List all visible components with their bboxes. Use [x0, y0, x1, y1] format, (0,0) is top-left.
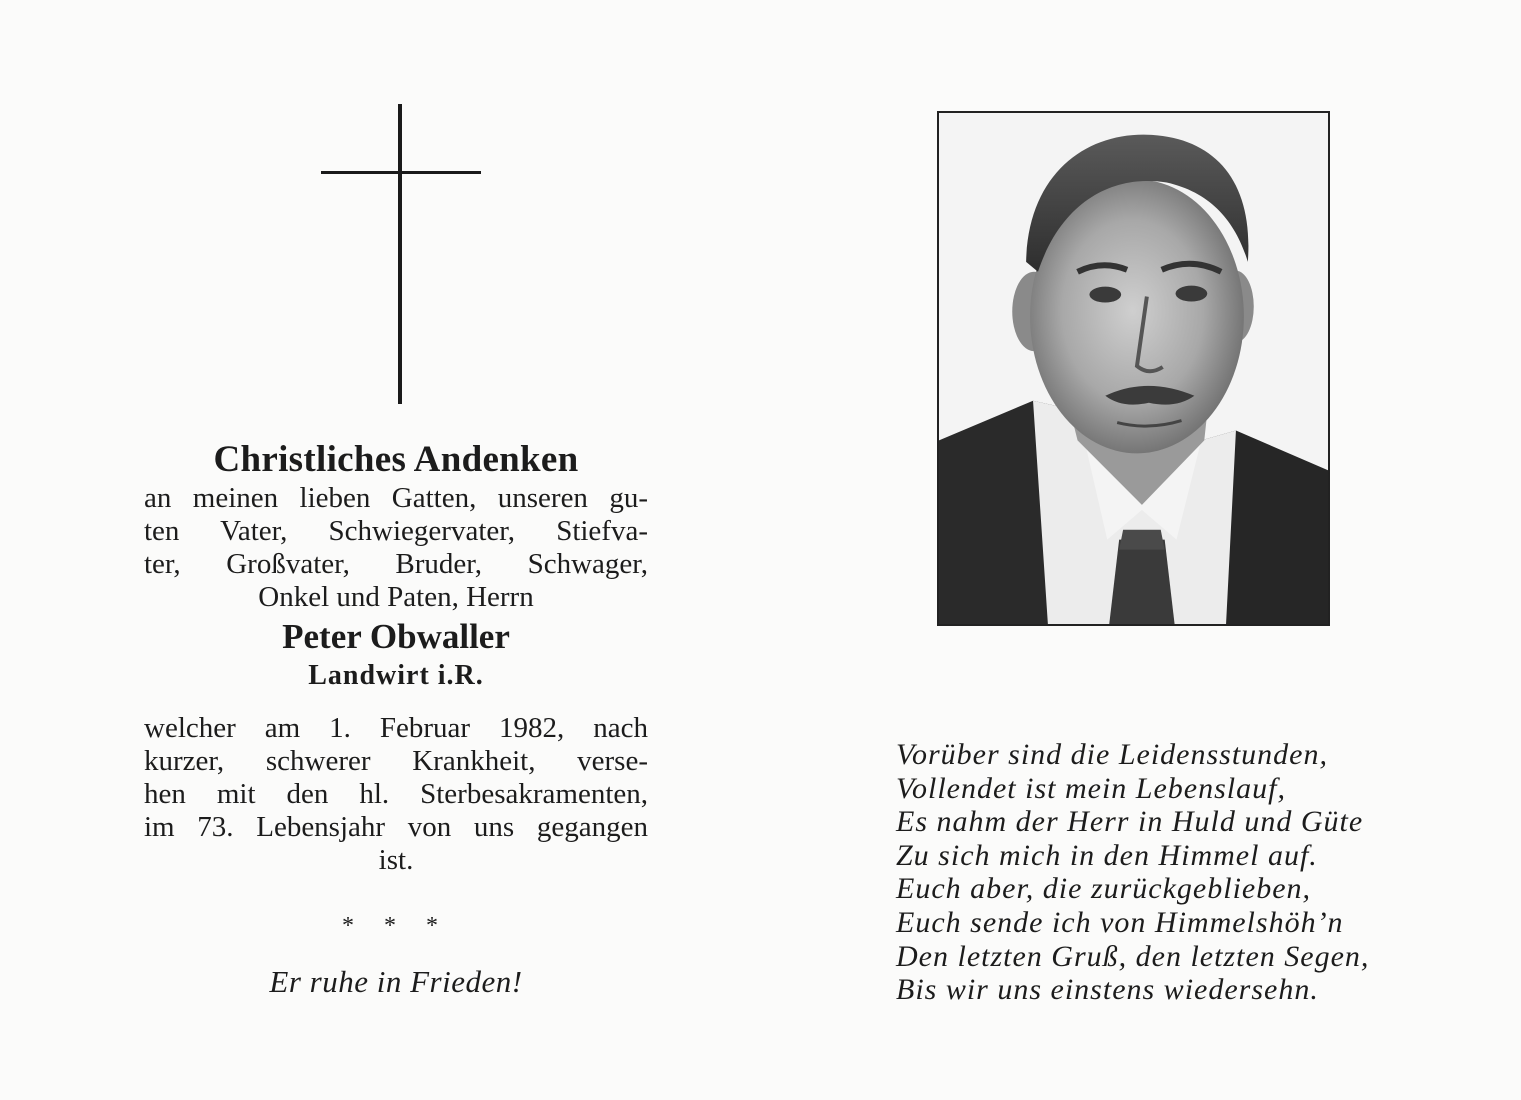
poem-line: Euch sende ich von Himmelshöh’n: [896, 905, 1344, 939]
dedication: [144, 482, 648, 614]
poem-line: Zu sich mich in den Himmel auf.: [896, 838, 1318, 872]
cross-vertical-bar: [398, 104, 402, 404]
death-line: kurzer, schwerer Krankheit, verse-: [144, 745, 648, 777]
heading: Christliches Andenken: [213, 439, 579, 480]
dedication-line: Onkel und Paten, Herrn: [258, 581, 534, 613]
portrait-photo: [937, 111, 1330, 626]
memorial-text: [144, 438, 648, 1000]
poem-line: Vorüber sind die Leidensstunden,: [896, 738, 1328, 771]
poem-line: Den letzten Gruß, den letzten Segen,: [896, 939, 1370, 973]
dedication-line: an meinen lieben Gatten, unseren gu-: [144, 482, 648, 514]
poem-line: Euch aber, die zurückgeblieben,: [896, 872, 1312, 906]
death-line: hen mit den hl. Sterbesakramenten,: [144, 778, 648, 810]
dedication-line: ten Vater, Schwiegervater, Stiefva-: [144, 515, 648, 547]
poem-line: Bis wir uns einstens wiedersehn.: [896, 973, 1319, 1007]
portrait-photo-icon: [939, 113, 1328, 624]
death-notice: [144, 712, 648, 877]
occupation: Landwirt i.R.: [308, 660, 484, 691]
closing-line: Er ruhe in Frieden!: [269, 964, 523, 999]
cross-horizontal-bar: [321, 171, 481, 174]
death-line: ist.: [378, 844, 414, 876]
deceased-name: Peter Obwaller: [282, 617, 510, 656]
death-line: welcher am 1. Februar 1982, nach: [144, 712, 648, 744]
dedication-line: ter, Großvater, Bruder, Schwager,: [144, 548, 648, 580]
poem-line: Es nahm der Herr in Huld und Güte: [896, 805, 1364, 839]
poem-line: Vollendet ist mein Lebenslauf,: [896, 771, 1286, 805]
poem: [896, 738, 1416, 1007]
death-line: im 73. Lebensjahr von uns gegangen: [144, 811, 648, 843]
separator: * * *: [342, 913, 450, 939]
